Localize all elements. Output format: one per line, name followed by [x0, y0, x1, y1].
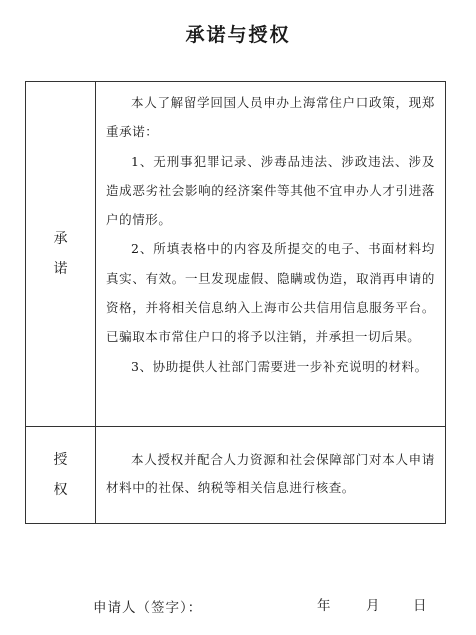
commitment-label-char-1: 承 — [53, 231, 68, 247]
authorization-content — [96, 427, 445, 523]
authorization-label-cell — [26, 427, 96, 523]
commitment-item-3: 3、协助提供人社部门需要进一步补充说明的材料。 — [131, 358, 428, 374]
signature-day-label: 日 — [413, 598, 427, 614]
commitment-item-1: 1、无刑事犯罪记录、涉毒品违法、涉政违法、涉及造成恶劣社会影响的经济案件等其他不宜申办人才引进落户的情形。 — [106, 153, 435, 228]
commitment-row — [26, 82, 445, 427]
commitment-label-char-2: 诺 — [53, 261, 68, 277]
signature-month-label: 月 — [366, 598, 380, 614]
authorization-label-char-1: 授 — [53, 452, 68, 468]
commitment-label-cell — [26, 82, 96, 426]
applicant-signature-label: 申请人（签字）： — [93, 600, 203, 616]
commitment-item-2: 2、所填表格中的内容及所提交的电子、书面材料均真实、有效。一旦发现虚假、隐瞒或伪造，取消再申请的资格，并将相关信息纳入上海市公共信用信息服务平台。已骗取本市常住户口的将予以注销，并承担一切后果。 — [106, 241, 435, 345]
signature-line — [0, 592, 476, 618]
authorization-label-char-2: 权 — [53, 482, 68, 498]
commitment-content — [96, 82, 445, 426]
authorization-row — [26, 427, 445, 523]
signature-year-label: 年 — [317, 598, 331, 614]
authorization-text: 本人授权并配合人力资源和社会保障部门对本人申请材料中的社保、纳税等相关信息进行核查。 — [106, 452, 435, 495]
document-title: 承诺与授权 — [185, 24, 291, 46]
commitment-authorization-table — [25, 81, 446, 524]
commitment-intro: 本人了解留学回国人员申办上海常住户口政策，现郑重承诺： — [106, 95, 435, 140]
